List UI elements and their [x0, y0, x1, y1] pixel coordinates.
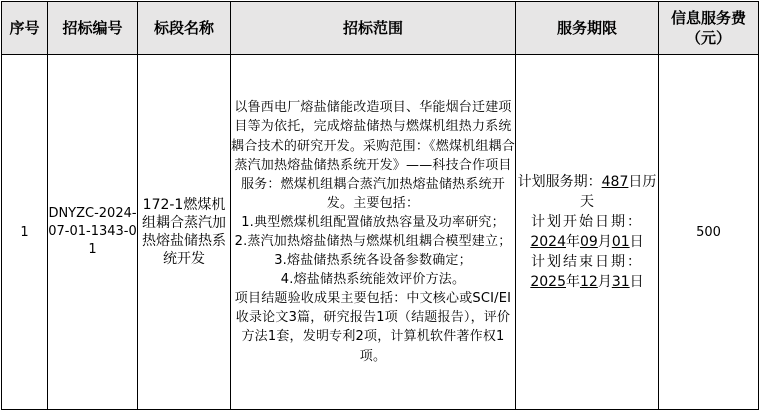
period-start-date: 2024年09月01日 — [530, 234, 644, 250]
table-row — [2, 55, 759, 410]
header-row — [2, 2, 759, 55]
period-duration: 计划服务期：487日历天 — [517, 174, 657, 210]
end-month: 12 — [579, 274, 598, 290]
cell-fee: 500 — [659, 55, 759, 410]
scope-item: 4.熔盐储热系统能效评价方法。 — [280, 272, 466, 288]
period-end: 计划结束日期： — [531, 254, 643, 270]
header-period: 服务期限 — [516, 2, 659, 55]
header-code: 招标编号 — [48, 2, 138, 55]
scope-item: 1.典型燃煤机组配置储放热容量及功率研究； — [241, 214, 505, 230]
cell-seq: 1 — [2, 55, 48, 410]
period-end-date: 2025年12月31日 — [530, 274, 644, 290]
header-scope: 招标范围 — [231, 2, 516, 55]
end-day: 31 — [611, 274, 630, 290]
start-month: 09 — [579, 234, 598, 250]
scope-intro: 以鲁西电厂熔盐储能改造项目、华能烟台迁建项目等为依托，完成熔盐储热与燃煤机组热力系统耦合技术的研究开发。采购范围：《燃煤机组耦合蒸汽加热熔盐储热系统开发》——科技合作项目服务：燃煤机组耦合蒸汽加热熔盐储热系统开发。主要包括： — [231, 100, 515, 211]
period-start: 计划开始日期： — [531, 214, 643, 230]
header-seq: 序号 — [2, 2, 48, 55]
cell-scope — [231, 55, 516, 410]
cell-segment-name: 172-1燃煤机组耦合蒸汽加热熔盐储热系统开发 — [138, 55, 231, 410]
scope-item: 2.蒸汽加热熔盐储热与燃煤机组耦合模型建立； — [234, 234, 512, 249]
scope-item: 3.熔盐储热系统各设备参数确定； — [274, 253, 472, 269]
start-day: 01 — [611, 234, 630, 250]
header-segment: 标段名称 — [138, 2, 231, 55]
tender-table — [1, 1, 759, 410]
cell-service-period — [516, 55, 659, 410]
header-fee: 信息服务费（元） — [659, 2, 759, 55]
scope-outcome: 项目结题验收成果主要包括：中文核心或SCI/EI收录论文3篇，研究报告1项（结题报告），评价方法1套，发明专利2项，计算机软件著作权1项。 — [234, 291, 512, 364]
start-year: 2024 — [530, 234, 566, 250]
period-days: 487 — [601, 174, 629, 190]
end-year: 2025 — [530, 274, 566, 290]
cell-tender-code: DNYZC-2024-07-01-1343-01 — [48, 55, 138, 410]
